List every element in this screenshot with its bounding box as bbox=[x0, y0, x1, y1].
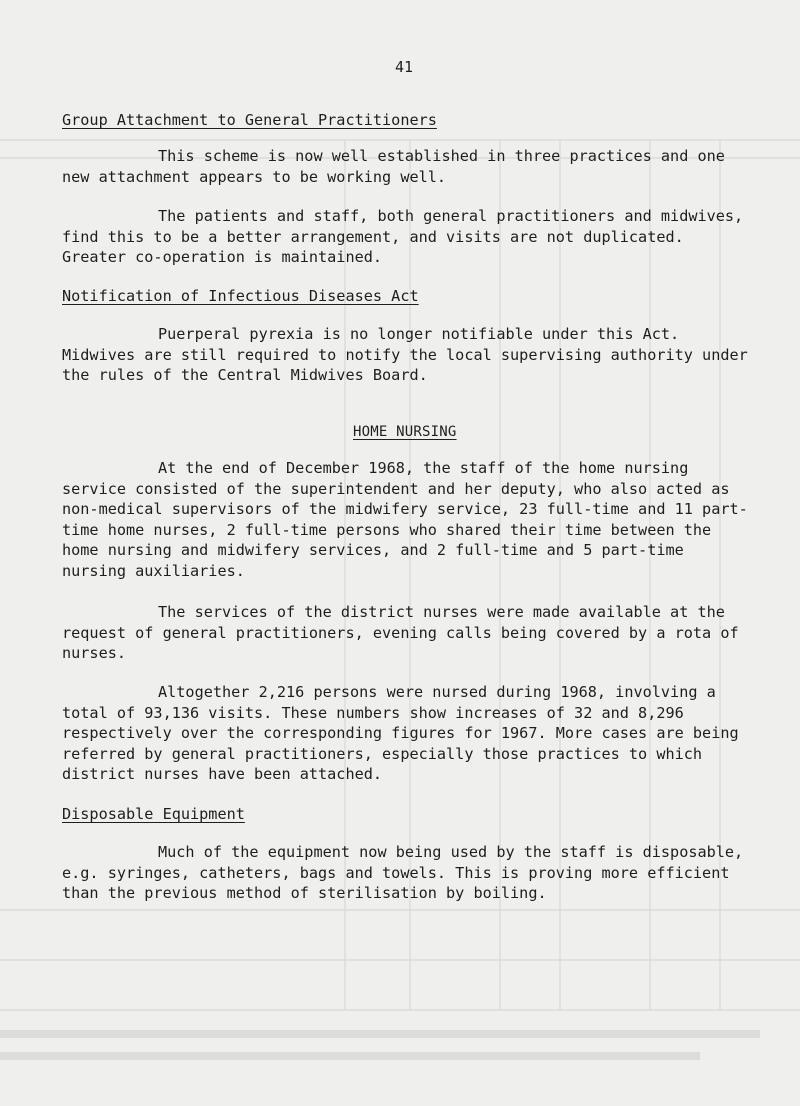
paragraph-text: The services of the district nurses were made available at the request of general practitioners, evening calls being covered by a rota of nurses. bbox=[62, 603, 739, 662]
section-notification bbox=[62, 286, 752, 307]
paragraph-text: Puerperal pyrexia is no longer notifiable under this Act. Midwives are still required to notify the local supervising authority under the rules of the Central Midwives Board. bbox=[62, 325, 748, 384]
paragraph bbox=[62, 458, 752, 581]
paragraph bbox=[62, 602, 752, 664]
section-home-nursing bbox=[62, 422, 752, 443]
paragraph bbox=[62, 842, 752, 904]
section-heading-centered: HOME NURSING bbox=[353, 424, 457, 440]
paragraph-text: This scheme is now well established in three practices and one new attachment appears to be working well. bbox=[62, 147, 725, 186]
paragraph-text: The patients and staff, both general practitioners and midwives, find this to be a better arrangement, and visits are not duplicated. Greater co-operation is maintained. bbox=[62, 207, 744, 266]
section-heading: Notification of Infectious Diseases Act bbox=[62, 287, 419, 305]
paragraph bbox=[62, 206, 752, 268]
paragraph bbox=[62, 682, 752, 785]
section-group-attachment bbox=[62, 110, 752, 131]
paragraph-text: Much of the equipment now being used by the staff is disposable, e.g. syringes, catheters, bags and towels. This is proving more efficient than the previous method of sterilisation by boiling. bbox=[62, 843, 744, 902]
section-heading: Group Attachment to General Practitioners bbox=[62, 111, 437, 129]
paragraph bbox=[62, 146, 752, 187]
section-heading: Disposable Equipment bbox=[62, 805, 245, 823]
paragraph-text: Altogether 2,216 persons were nursed during 1968, involving a total of 93,136 visits. These numbers show increases of 32 and 8,296 respectively over the corresponding figures for 1967. More cases are being referred by general practitioners, especially those practices to which district nurses have been attached. bbox=[62, 683, 739, 783]
paragraph bbox=[62, 324, 752, 386]
section-disposable-equipment bbox=[62, 804, 752, 825]
page-number: 41 bbox=[395, 58, 414, 76]
paragraph-text: At the end of December 1968, the staff of the home nursing service consisted of the superintendent and her deputy, who also acted as non-medical supervisors of the midwifery service, 23 full-time and 11 part-time home nurses, 2 full-time persons who shared their time between the home nursing and midwifery services, and 2 full-time and 5 part-time nursing auxiliaries. bbox=[62, 459, 748, 580]
